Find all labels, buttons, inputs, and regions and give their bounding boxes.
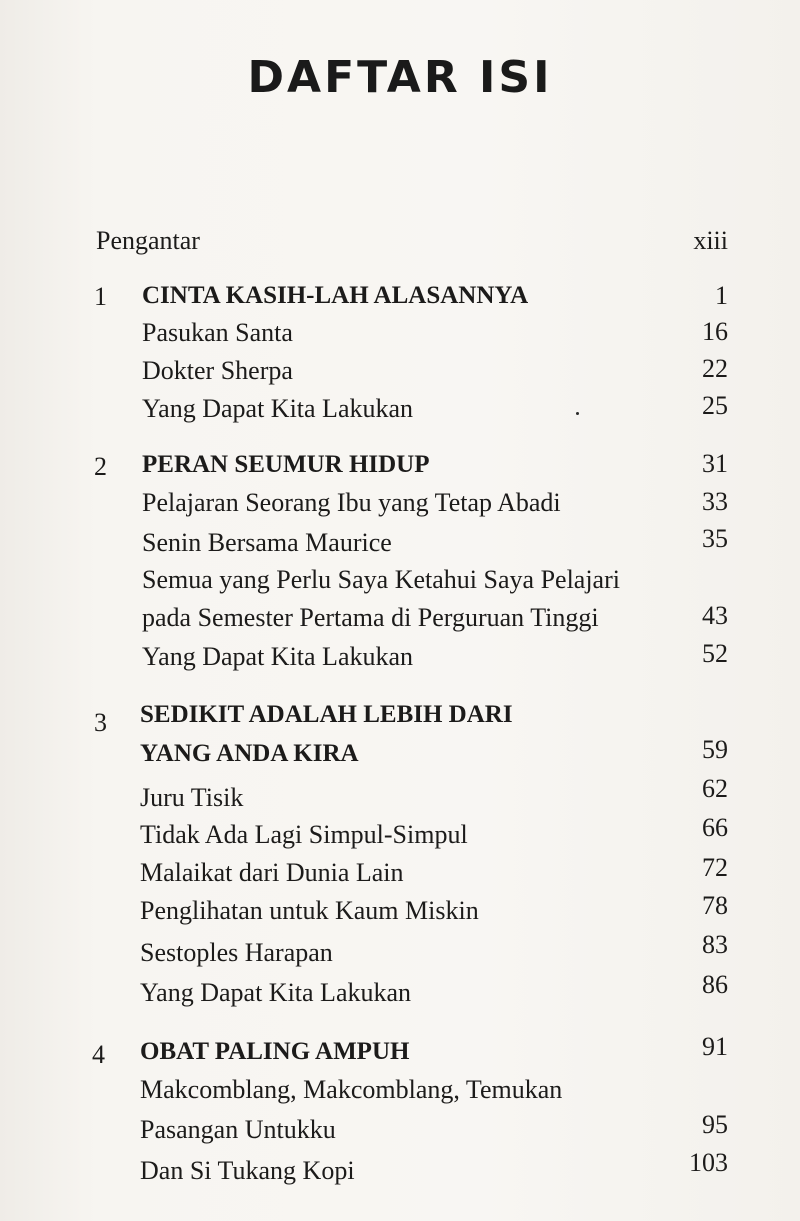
toc-entry: Tidak Ada Lagi Simpul-Simpul [140, 820, 468, 849]
chapter-3-title-line1: SEDIKIT ADALAH LEBIH DARI [140, 701, 513, 728]
toc-entry: Yang Dapat Kita Lakukan [140, 978, 412, 1007]
chapter-1-page: 1 [715, 281, 728, 310]
toc-entry-page: 72 [702, 853, 728, 882]
toc-entry-page: 43 [702, 601, 728, 630]
toc-entry-page: 33 [702, 487, 728, 516]
toc-entry-page: 103 [689, 1148, 728, 1177]
toc-entry-page: 22 [702, 354, 728, 383]
chapter-4-number: 4 [92, 1040, 105, 1069]
toc-entry-page: 16 [702, 317, 728, 346]
toc-entry-page: 66 [702, 813, 728, 842]
toc-preface-page: xiii [693, 226, 728, 255]
stray-dot-mark [576, 412, 579, 415]
toc-preface-label: Pengantar [96, 226, 200, 255]
chapter-3-title-line2: YANG ANDA KIRA [140, 740, 359, 767]
toc-entry: Penglihatan untuk Kaum Miskin [140, 896, 479, 925]
chapter-4-title: OBAT PALING AMPUH [140, 1038, 410, 1065]
toc-entry-page: 62 [702, 774, 728, 803]
toc-entry: Malaikat dari Dunia Lain [140, 858, 404, 887]
toc-entry-line2: pada Semester Pertama di Perguruan Tinggi [142, 603, 599, 632]
chapter-4-page: 91 [702, 1032, 728, 1061]
toc-entry: Pasukan Santa [142, 318, 293, 347]
toc-entry: Yang Dapat Kita Lakukan [142, 642, 414, 671]
toc-entry: Yang Dapat Kita Lakukan [142, 394, 414, 423]
toc-entry-page: 25 [702, 391, 728, 420]
toc-entry-page: 78 [702, 891, 728, 920]
toc-entry-page: 35 [702, 524, 728, 553]
chapter-3-number: 3 [94, 708, 107, 737]
toc-entry-line1: Semua yang Perlu Saya Ketahui Saya Pelajari [142, 565, 620, 594]
toc-entry: Senin Bersama Maurice [142, 528, 392, 557]
page-title: DAFTAR ISI [247, 52, 553, 103]
toc-entry: Dokter Sherpa [142, 356, 293, 385]
toc-entry: Sestoples Harapan [140, 938, 333, 967]
chapter-2-page: 31 [702, 449, 728, 478]
toc-entry-page: 83 [702, 930, 728, 959]
chapter-1-title: CINTA KASIH-LAH ALASANNYA [142, 282, 529, 309]
chapter-2-number: 2 [94, 452, 107, 481]
toc-entry-page: 86 [702, 970, 728, 999]
chapter-2-title: PERAN SEUMUR HIDUP [142, 451, 430, 478]
toc-entry-page: 95 [702, 1110, 728, 1139]
toc-entry-line1: Makcomblang, Makcomblang, Temukan [140, 1075, 563, 1104]
chapter-1-number: 1 [94, 282, 107, 311]
chapter-3-page: 59 [702, 735, 728, 764]
toc-entry-line2: Pasangan Untukku [140, 1115, 336, 1144]
toc-entry: Pelajaran Seorang Ibu yang Tetap Abadi [142, 488, 561, 517]
toc-entry: Juru Tisik [140, 783, 244, 812]
toc-entry: Dan Si Tukang Kopi [140, 1156, 355, 1185]
toc-entry-page: 52 [702, 639, 728, 668]
